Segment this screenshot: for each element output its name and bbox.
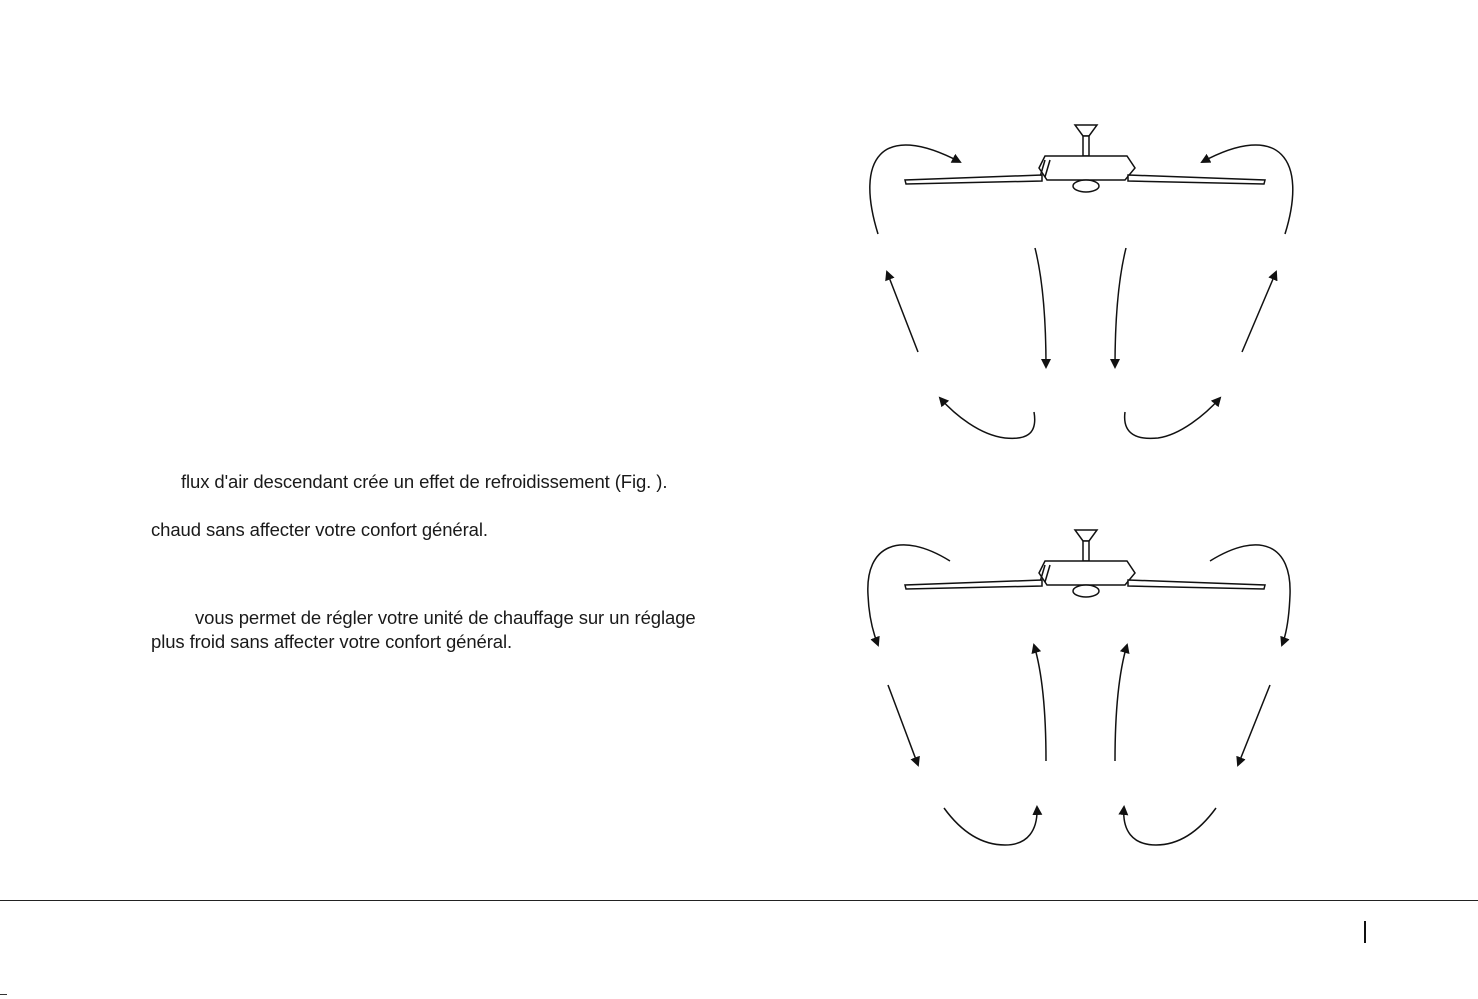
ceiling-fan-icon xyxy=(905,530,1265,597)
ceiling-fan-icon xyxy=(905,125,1265,192)
ceiling-fan-downdraft-figure xyxy=(860,120,1300,450)
heating-comfort-text: chaud sans affecter votre confort général. xyxy=(151,519,488,540)
corner-tick-mark xyxy=(0,994,7,995)
winter-setting-text-line-2: plus froid sans affecter votre confort général. xyxy=(151,631,513,652)
winter-setting-text-line-1: vous permet de régler votre unité de chauffage sur un réglage xyxy=(195,607,696,628)
footer-divider xyxy=(0,900,1478,901)
ceiling-fan-updraft-figure xyxy=(860,525,1300,855)
cooling-airflow-text: flux d'air descendant crée un effet de refroidissement (Fig. ). xyxy=(181,471,668,492)
page-number-marker xyxy=(1364,921,1366,943)
